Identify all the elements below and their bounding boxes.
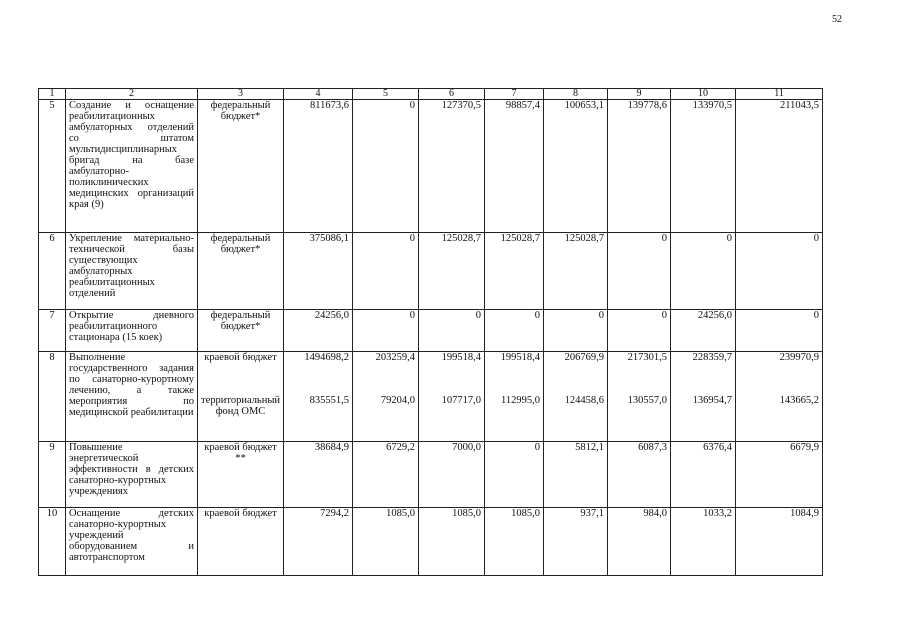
amount-cell: 6679,9	[736, 442, 823, 508]
amount-cell: 0	[608, 310, 671, 352]
amount-cell: 133970,5	[671, 100, 736, 233]
amount-cell: 5812,1	[544, 442, 608, 508]
amount-cell: 24256,0	[671, 310, 736, 352]
page-number: 52	[832, 14, 842, 25]
amount-cell: 125028,7	[419, 233, 485, 310]
funding-source: краевой бюджет	[198, 352, 284, 395]
amount-cell: 136954,7	[671, 395, 736, 442]
amount-cell: 0	[736, 233, 823, 310]
amount-cell: 811673,6	[284, 100, 353, 233]
amount-cell: 199518,4	[485, 352, 544, 395]
amount-cell: 24256,0	[284, 310, 353, 352]
amount-cell: 0	[736, 310, 823, 352]
activity-name: Открытие дневного реабилитационного стационара (15 коек)	[66, 310, 198, 352]
amount-cell: 0	[419, 310, 485, 352]
amount-cell: 0	[485, 310, 544, 352]
amount-cell: 139778,6	[608, 100, 671, 233]
amount-cell: 0	[544, 310, 608, 352]
row-number: 7	[39, 310, 66, 352]
amount-cell: 6376,4	[671, 442, 736, 508]
funding-source: федеральный бюджет*	[198, 100, 284, 233]
column-header: 5	[353, 89, 419, 100]
activity-name: Оснащение детских санаторно-курортных учреждений оборудованием и автотранспортом	[66, 508, 198, 576]
column-header: 9	[608, 89, 671, 100]
amount-cell: 6729,2	[353, 442, 419, 508]
amount-cell: 211043,5	[736, 100, 823, 233]
budget-table	[38, 88, 823, 576]
amount-cell: 38684,9	[284, 442, 353, 508]
column-header: 11	[736, 89, 823, 100]
amount-cell: 0	[353, 100, 419, 233]
amount-cell: 203259,4	[353, 352, 419, 395]
table-row	[39, 100, 823, 233]
amount-cell: 0	[608, 233, 671, 310]
activity-name: Повышение энергетической эффективности в детских санаторно-курортных учреждениях	[66, 442, 198, 508]
column-header: 3	[198, 89, 284, 100]
table-row	[39, 508, 823, 576]
table-row	[39, 442, 823, 508]
amount-cell: 79204,0	[353, 395, 419, 442]
amount-cell: 7294,2	[284, 508, 353, 576]
amount-cell: 130557,0	[608, 395, 671, 442]
amount-cell: 107717,0	[419, 395, 485, 442]
amount-cell: 375086,1	[284, 233, 353, 310]
amount-cell: 199518,4	[419, 352, 485, 395]
amount-cell: 217301,5	[608, 352, 671, 395]
amount-cell: 125028,7	[544, 233, 608, 310]
amount-cell: 206769,9	[544, 352, 608, 395]
amount-cell: 125028,7	[485, 233, 544, 310]
amount-cell: 1085,0	[419, 508, 485, 576]
amount-cell: 1084,9	[736, 508, 823, 576]
row-number: 6	[39, 233, 66, 310]
amount-cell: 1033,2	[671, 508, 736, 576]
column-numbers-row	[39, 89, 823, 100]
amount-cell: 835551,5	[284, 395, 353, 442]
column-header: 10	[671, 89, 736, 100]
row-number: 10	[39, 508, 66, 576]
activity-name: Выполнение государственного задания по санаторно-курортному лечению, а также мероприятия по медицинской реабилитации	[66, 352, 198, 442]
amount-cell: 143665,2	[736, 395, 823, 442]
row-number: 8	[39, 352, 66, 442]
amount-cell: 1085,0	[353, 508, 419, 576]
activity-name: Укрепление материально-технической базы существующих амбулаторных реабилитационных отделений	[66, 233, 198, 310]
column-header: 1	[39, 89, 66, 100]
amount-cell: 98857,4	[485, 100, 544, 233]
funding-source: краевой бюджет **	[198, 442, 284, 508]
amount-cell: 228359,7	[671, 352, 736, 395]
column-header: 4	[284, 89, 353, 100]
amount-cell: 0	[353, 233, 419, 310]
amount-cell: 1494698,2	[284, 352, 353, 395]
amount-cell: 6087,3	[608, 442, 671, 508]
amount-cell: 100653,1	[544, 100, 608, 233]
column-header: 8	[544, 89, 608, 100]
table-row	[39, 310, 823, 352]
amount-cell: 124458,6	[544, 395, 608, 442]
funding-source: краевой бюджет	[198, 508, 284, 576]
amount-cell: 1085,0	[485, 508, 544, 576]
funding-source: федеральный бюджет*	[198, 233, 284, 310]
row-number: 9	[39, 442, 66, 508]
amount-cell: 984,0	[608, 508, 671, 576]
amount-cell: 937,1	[544, 508, 608, 576]
amount-cell: 112995,0	[485, 395, 544, 442]
amount-cell: 239970,9	[736, 352, 823, 395]
amount-cell: 7000,0	[419, 442, 485, 508]
column-header: 7	[485, 89, 544, 100]
table-row	[39, 352, 823, 395]
amount-cell: 127370,5	[419, 100, 485, 233]
amount-cell: 0	[485, 442, 544, 508]
column-header: 6	[419, 89, 485, 100]
amount-cell: 0	[353, 310, 419, 352]
funding-source: федеральный бюджет*	[198, 310, 284, 352]
column-header: 2	[66, 89, 198, 100]
activity-name: Создание и оснащение реабилитационных амбулаторных отделений со штатом мультидисциплинарных бригад на базе амбулаторно-поликлинических медицинских организаций края (9)	[66, 100, 198, 233]
row-number: 5	[39, 100, 66, 233]
funding-source: территориальный фонд ОМС	[198, 395, 284, 442]
table-row	[39, 233, 823, 310]
amount-cell: 0	[671, 233, 736, 310]
